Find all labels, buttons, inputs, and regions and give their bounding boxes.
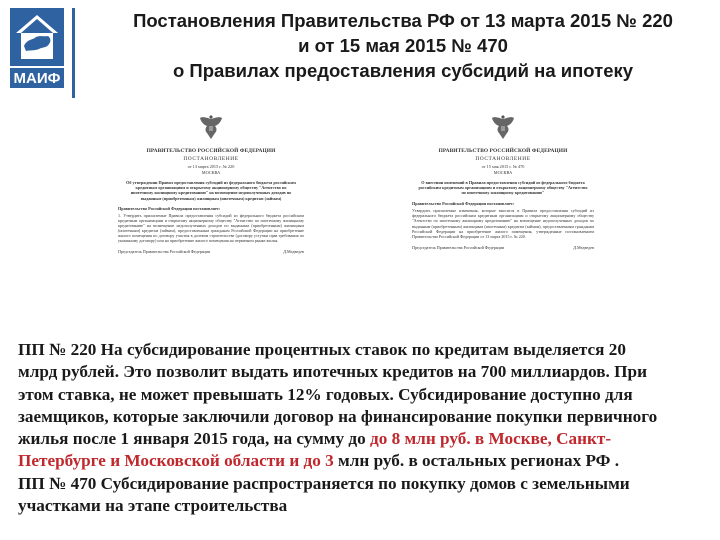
doc-date: от 15 мая 2015 г. № 470 — [481, 164, 525, 169]
doc-decree: Правительство Российской Федерации постановляет: — [412, 200, 515, 206]
doc-date: от 13 марта 2015 г. № 220 — [187, 164, 235, 169]
doc-kind: ПОСТАНОВЛЕНИЕ — [475, 156, 531, 162]
highlight-text: Петербурге и Московской области и до 3 — [18, 451, 334, 471]
paragraph-line: этом ставка, не может превышать 12% годовых. Субсидирование доступно для — [18, 384, 633, 404]
paragraph-line: участками на этапе строительства — [18, 496, 288, 516]
paragraph-line: заемщиков, которые заключили договор на финансирование покупки первичного — [18, 406, 658, 426]
doc-heading: ПРАВИТЕЛЬСТВО РОССИЙСКОЙ ФЕДЕРАЦИИ — [146, 148, 276, 154]
doc-sign-name: Д.Медведев — [283, 248, 304, 254]
doc-signature — [118, 249, 304, 254]
doc-subject: Об утверждении Правил предоставления субсидий из федерального бюджета российским кредитным организациям и открытому акционерному обществу "Агентство по ипотечному жилищному кредитованию" на возмещение недополученных доходов по выданным (приобретенным) жилищным (ипотечным) кредитам (займам) — [126, 180, 296, 201]
doc-signature — [412, 245, 594, 250]
doc-subject: О внесении изменений в Правила предоставления субсидий из федерального бюджета российским кредитным организациям и открытому акционерному обществу "Агентство по ипотечному жилищному кредитованию" — [418, 180, 588, 196]
paragraph-line — [18, 428, 704, 450]
page-title — [90, 8, 716, 83]
doc-heading: ПРАВИТЕЛЬСТВО РОССИЙСКОЙ ФЕДЕРАЦИИ — [438, 148, 568, 154]
paragraph-text: жилья после 1 января 2015 года, на сумму до — [18, 429, 370, 449]
decree-document-470 — [412, 112, 594, 332]
maif-logo — [6, 6, 68, 90]
paragraph-line: ПП № 470 Субсидирование распространяется по покупку домов с земельными — [18, 473, 630, 493]
header-divider — [72, 8, 75, 98]
paragraph-line: ПП № 220 На субсидирование процентных ставок по кредитам выделяется 20 — [18, 340, 626, 359]
doc-sign-role: Председатель Правительства Российской Федерации — [412, 245, 505, 251]
title-line-3: о Правилах предоставления субсидий на ипотеку — [172, 60, 634, 81]
paragraph-text: млн руб. в остальных регионах РФ . — [333, 451, 620, 471]
doc-city: МОСКВА — [493, 170, 513, 175]
highlight-text: до 8 млн руб. в Москве, Санкт- — [370, 429, 612, 449]
summary-paragraph — [18, 339, 704, 517]
house-russia-map-icon — [6, 6, 68, 90]
doc-body: 1. Утвердить прилагаемые Правила предоставления субсидий из федерального бюджета российским кредитным организациям и открытому акционерному обществу "Агентство по ипотечному жилищному кредитованию" на возмещение недополученных доходов по выданным (приобретенным) жилищным (ипотечным) кредитам (займам), предоставленным гражданам Российской Федерации на приобретение жилого помещения по договору участия в долевом строительстве (договору уступки прав требования по указанному договору) или на приобретение жилого помещения на первичном рынке жилья. — [118, 212, 304, 243]
title-line-2: и от 15 мая 2015 № 470 — [298, 35, 508, 56]
doc-decree: Правительство Российской Федерации постановляет: — [118, 205, 221, 211]
title-line-1: Постановления Правительства РФ от 13 марта 2015 № 220 — [133, 10, 673, 31]
decree-document-220 — [118, 112, 304, 332]
doc-kind: ПОСТАНОВЛЕНИЕ — [183, 156, 239, 162]
double-headed-eagle-icon — [490, 112, 516, 142]
doc-body: Утвердить прилагаемые изменения, которые вносятся в Правила предоставления субсидий из федерального бюджета российским кредитным организациям и открытому акционерному обществу "Агентство по ипотечному жилищному кредитованию" на возмещение недополученных доходов по выданным (приобретенным) жилищным (ипотечным) кредитам (займам), предоставленным гражданам Российской Федерации на приобретение жилого помещения, утвержденные постановлением Правительства Российской Федерации от 13 марта 2015 г. № 220. — [412, 207, 594, 240]
double-headed-eagle-icon — [198, 112, 224, 142]
paragraph-line: млрд рублей. Это позволит выдать ипотечных кредитов на 700 миллиардов. При — [18, 362, 647, 382]
paragraph-line — [18, 450, 704, 472]
logo-text: МАИФ — [13, 70, 61, 87]
doc-city: МОСКВА — [201, 170, 221, 175]
doc-sign-name: Д.Медведев — [573, 245, 594, 251]
doc-sign-role: Председатель Правительства Российской Федерации — [118, 248, 211, 254]
